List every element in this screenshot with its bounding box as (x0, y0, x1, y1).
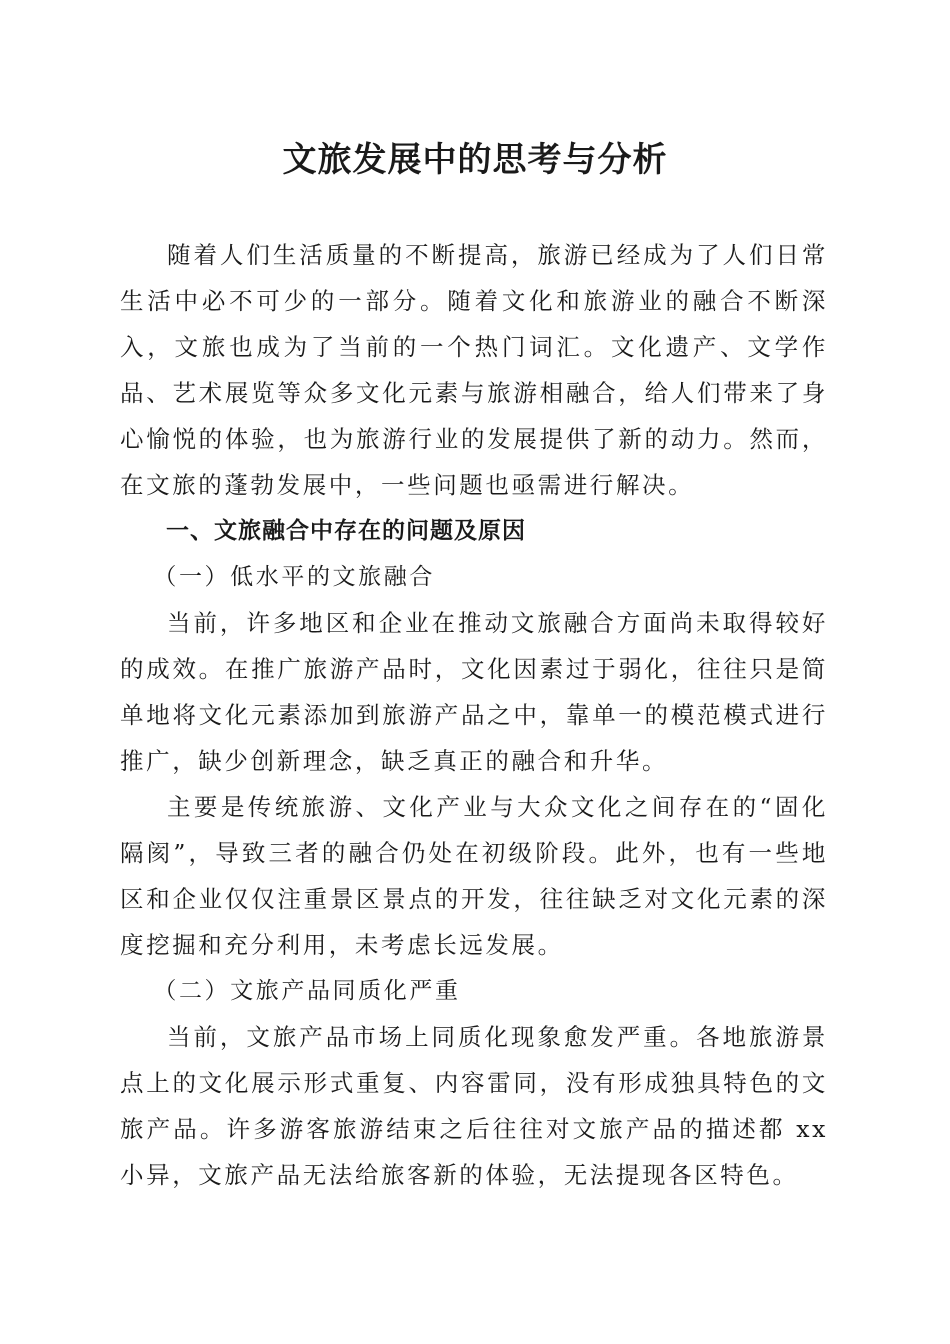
subsection-1-paragraph-2: 主要是传统旅游、文化产业与大众文化之间存在的“固化隔阂”，导致三者的融合仍处在初级阶段。此外，也有一些地区和企业仅仅注重景区景点的开发，往往缺乏对文化元素的深度挖掘和充分利用，未考虑长远发展。 (120, 793, 828, 959)
subsection-1-paragraph-1: 当前，许多地区和企业在推动文旅融合方面尚未取得较好的成效。在推广旅游产品时，文化因素过于弱化，往往只是简单地将文化元素添加到旅游产品之中，靠单一的模范模式进行推广，缺少创新理念，缺乏真正的融合和升华。 (120, 609, 828, 775)
subsection-2-paragraph-1: 当前，文旅产品市场上同质化现象愈发严重。各地旅游景点上的文化展示形式重复、内容雷同，没有形成独具特色的文旅产品。许多游客旅游结束之后往往对文旅产品的描述都 xx 小异，文旅产品无法给旅客新的体验，无法提现各区特色。 (120, 1023, 828, 1189)
subsection-heading-1: （一）低水平的文旅融合 (153, 564, 435, 590)
intro-paragraph: 随着人们生活质量的不断提高，旅游已经成为了人们日常生活中必不可少的一部分。随着文化和旅游业的融合不断深入，文旅也成为了当前的一个热门词汇。文化遗产、文学作品、艺术展览等众多文化元素与旅游相融合，给人们带来了身心愉悦的体验，也为旅游行业的发展提供了新的动力。然而，在文旅的蓬勃发展中，一些问题也亟需进行解决。 (120, 241, 828, 499)
section-heading-1: 一、文旅融合中存在的问题及原因 (166, 518, 526, 544)
page-title: 文旅发展中的思考与分析 (282, 140, 668, 180)
document-body (120, 232, 828, 1198)
subsection-heading-2: （二）文旅产品同质化严重 (153, 978, 461, 1004)
